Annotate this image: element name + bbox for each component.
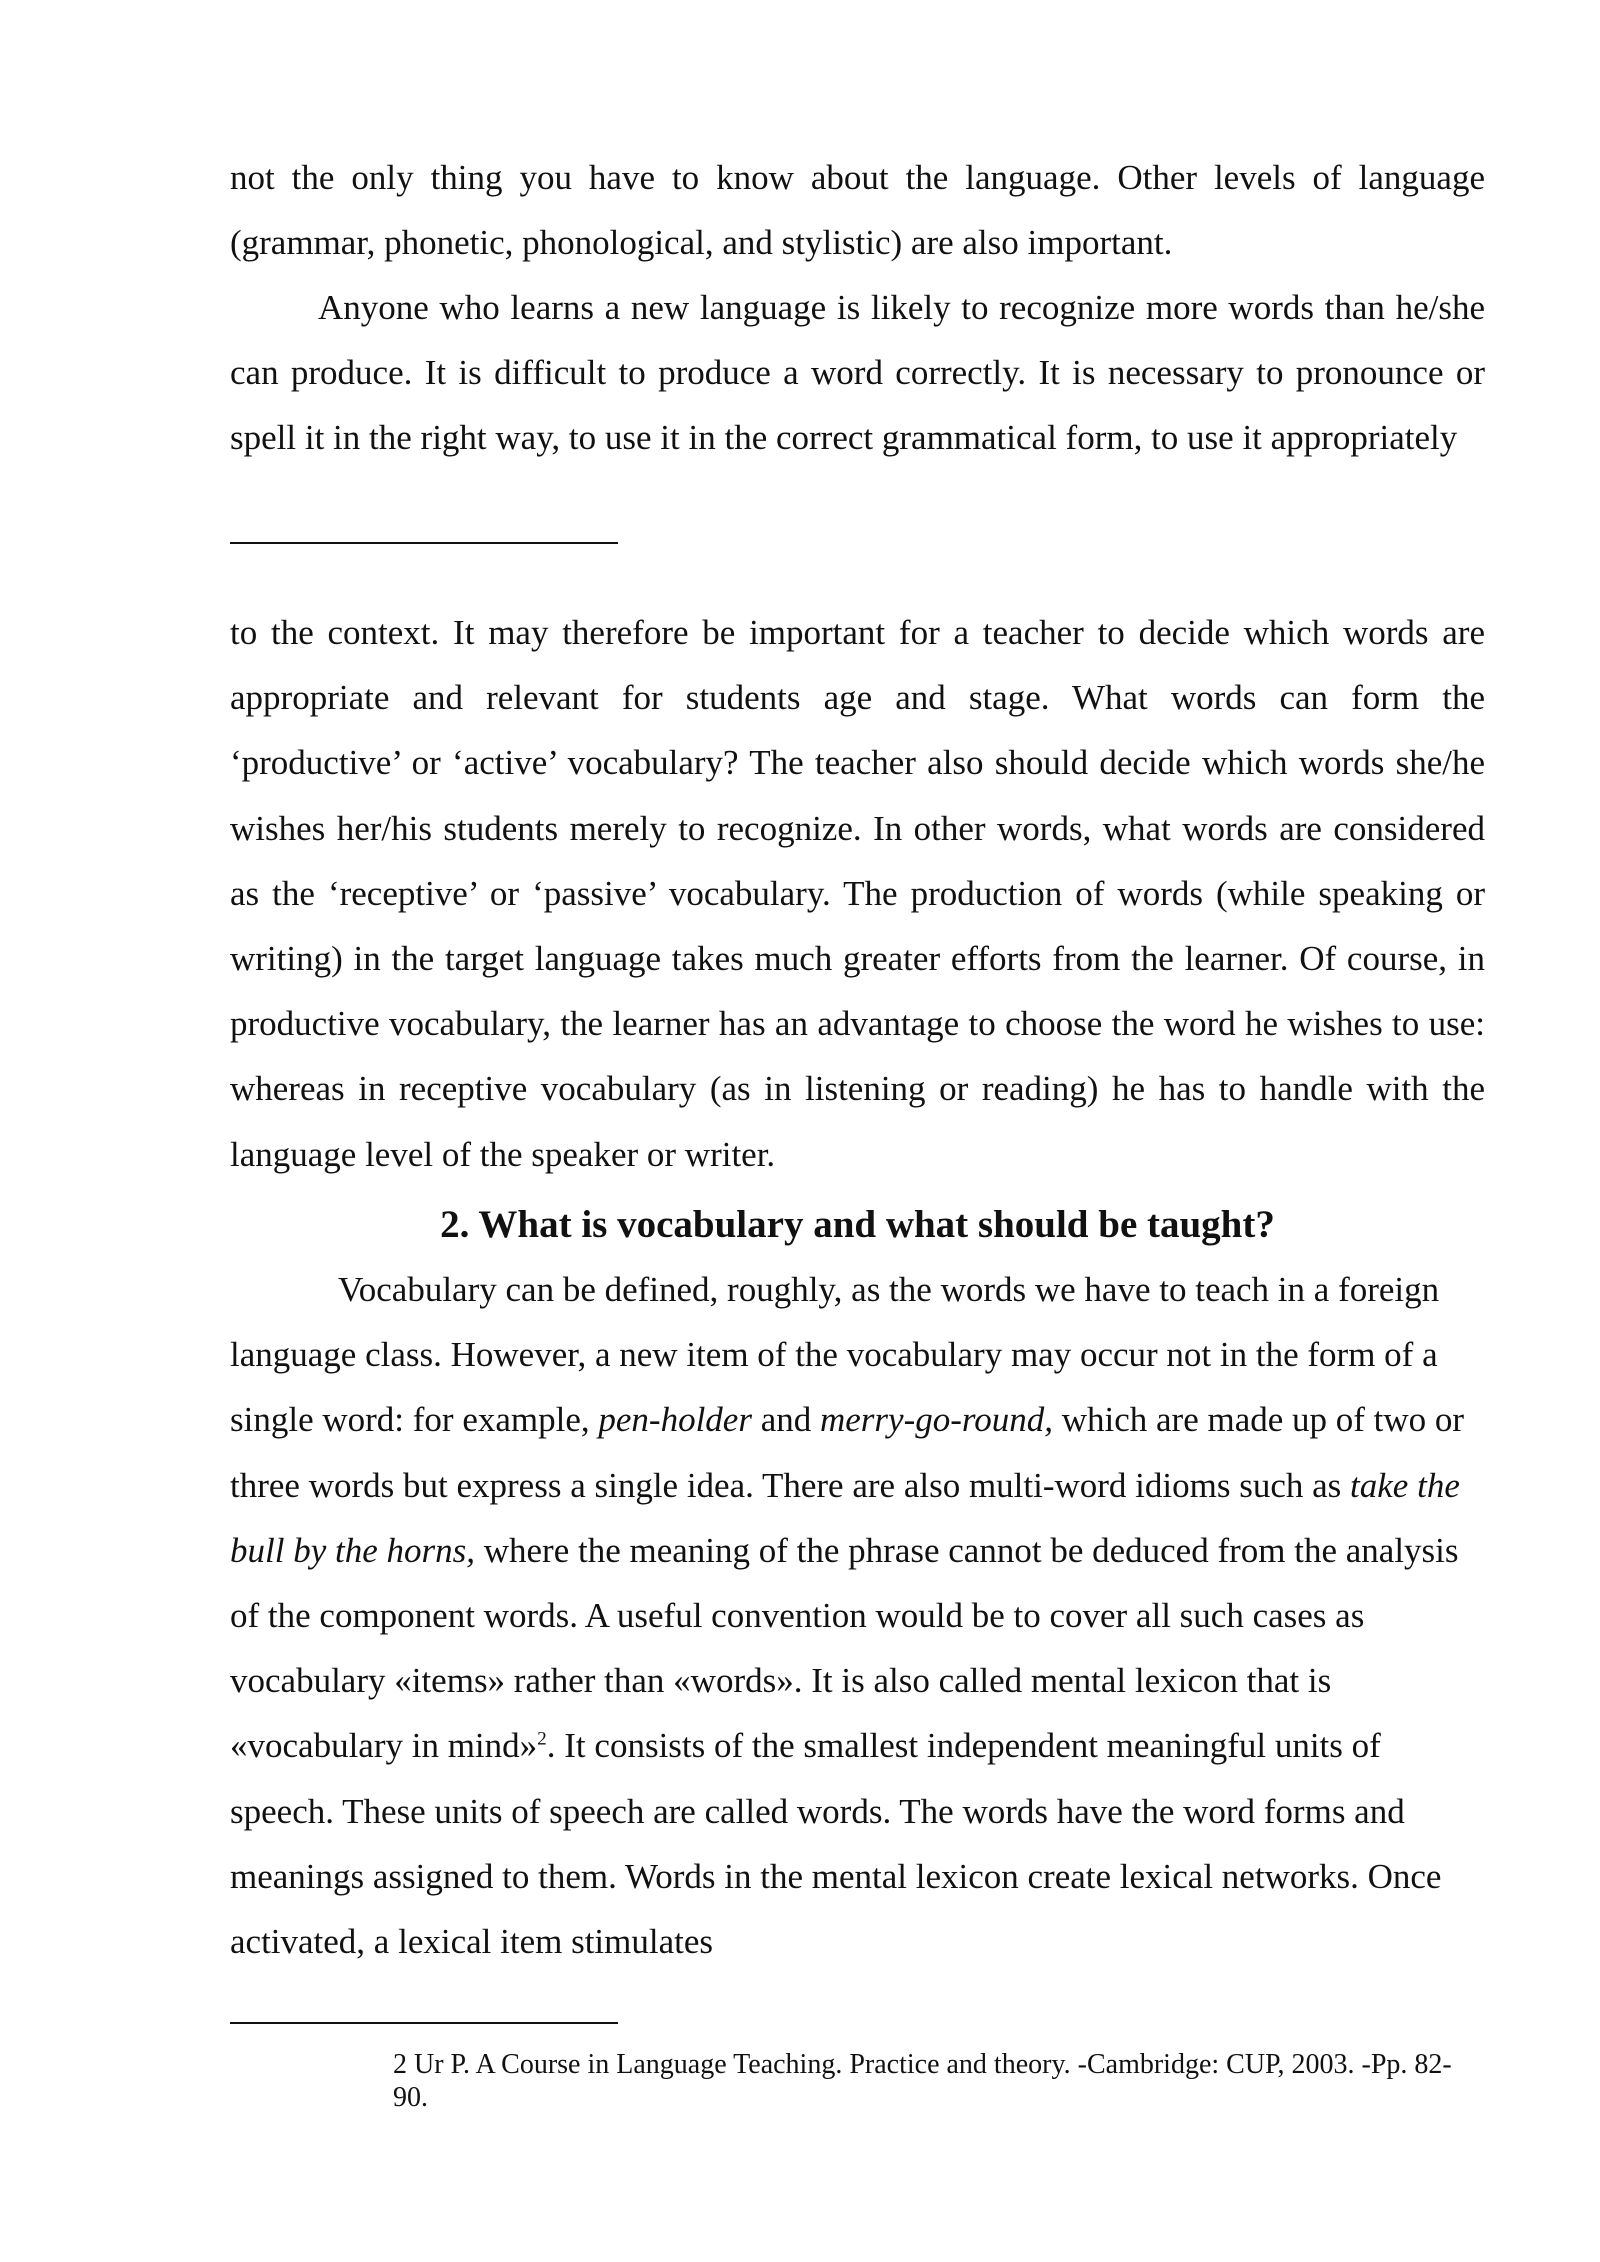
footnote: 2 Ur P. A Course in Language Teaching. Practice and theory. -Cambridge: CUP, 2003. -Pp. 82-90. bbox=[393, 2049, 1452, 2113]
section-heading: 2. What is vocabulary and what should be taught? bbox=[440, 1203, 1275, 1246]
footnote-separator-bottom bbox=[230, 2022, 618, 2024]
paragraph-4-text-3: which are made up of two or three words but express a single idea. There are also multi-word idioms such as bbox=[230, 1400, 1465, 1505]
italic-term-pen-holder: pen-holder bbox=[598, 1400, 752, 1440]
italic-term-merry-go-round: merry-go-round, bbox=[820, 1400, 1053, 1440]
paragraph-1: not the only thing you have to know about the language. Other levels of language (grammar, phonetic, phonological, and stylistic) are also important. bbox=[230, 158, 1485, 263]
paragraph-4-text-4: where the meaning of the phrase cannot be deduced from the analysis of the component words. A useful convention would be to cover all such cases as vocabulary «items» rather than «words». It is also called mental lexicon that is «vocabulary in mind» bbox=[230, 1530, 1459, 1766]
italic-idiom: take the bull by the horns, bbox=[230, 1465, 1460, 1570]
footnote-separator-top bbox=[230, 542, 618, 544]
footnote-reference[interactable]: 2 bbox=[537, 1728, 547, 1750]
paragraph-4 bbox=[230, 1257, 1490, 1974]
paragraph-3: to the context. It may therefore be important for a teacher to decide which words are appropriate and relevant for students age and stage. What words can form the ‘productive’ or ‘active’ vocabulary? The teacher also should decide which words she/he wishes her/his students merely to recognize. In other words, what words are considered as the ‘receptive’ or ‘passive’ vocabulary. The production of words (while speaking or writing) in the target language takes much greater efforts from the learner. Of course, in productive vocabulary, the learner has an advantage to choose the word he wishes to use: whereas in receptive vocabulary (as in listening or reading) he has to handle with the language level of the speaker or writer. bbox=[230, 613, 1485, 1174]
paragraph-4-text-5: . It consists of the smallest independent meaningful units of speech. These units of speech are called words. The words have the word forms and meanings assigned to them. Words in the mental lexicon create lexical networks. Once activated, a lexical item stimulates bbox=[230, 1726, 1442, 1962]
paragraph-4-text-1: Vocabulary can be defined, roughly, as the words we have to teach in a foreign language class. However, a new item of the vocabulary may occur not in the form of a single word: for example, bbox=[230, 1270, 1440, 1440]
paragraph-2: Anyone who learns a new language is likely to recognize more words than he/she can produce. It is difficult to produce a word correctly. It is necessary to pronounce or spell it in the right way, to use it in the correct grammatical form, to use it appropriately bbox=[230, 288, 1485, 458]
paragraph-4-text-2: and bbox=[751, 1400, 820, 1440]
